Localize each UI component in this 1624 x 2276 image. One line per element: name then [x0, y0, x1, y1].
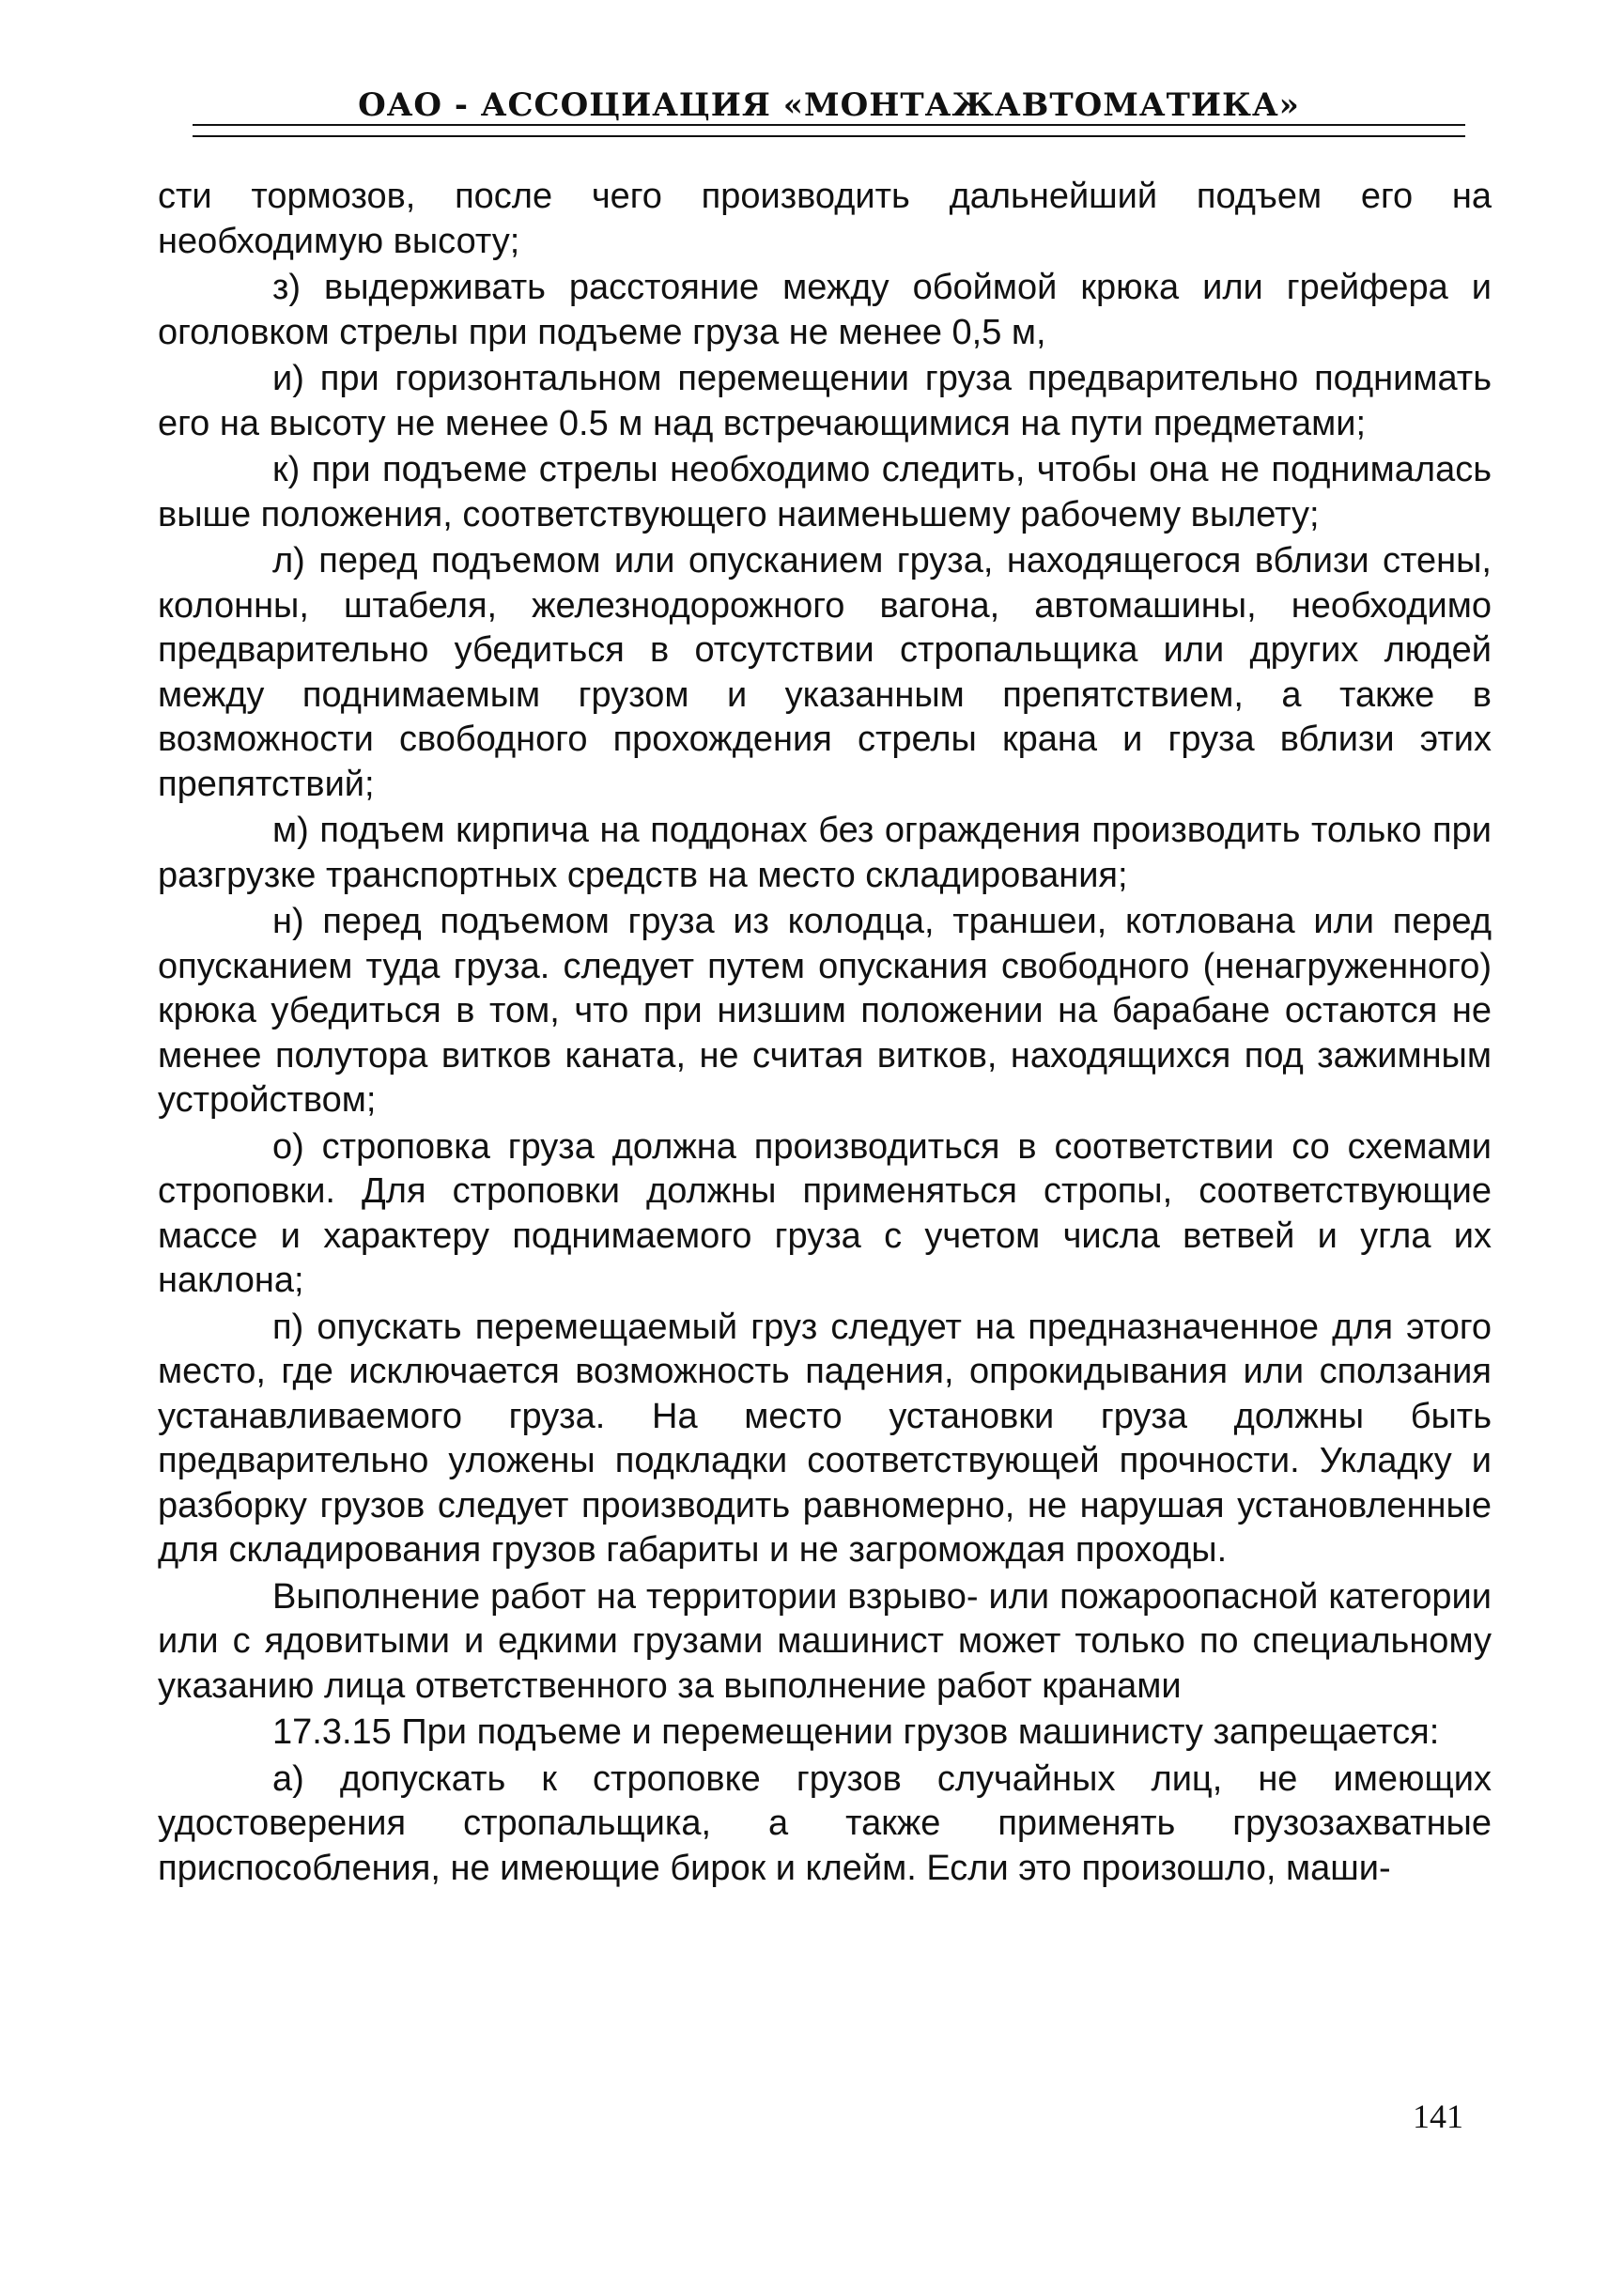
- paragraph-hazard-note: Выполнение работ на территории взрыво- или пожароопасной категории или с ядовитыми и едкими грузами машинист может только по специальному указанию лица ответственного за выполнение работ кранами: [158, 1576, 1492, 1706]
- header-rule-top: [193, 124, 1465, 126]
- paragraph-item-p: п) опускать перемещаемый груз следует на предназначенное для этого место, где исключается возможность падения, опрокидывания или сползания устанавливаемого груза. На место установки груза должны быть предварительно уложены подкладки соответствующей прочности. Укладку и разборку грузов следует производить равномерно, не нарушая установленные для складирования грузов габариты и не загромождая проходы.: [158, 1307, 1492, 1570]
- header-title-text: ОАО - АССОЦИАЦИЯ «МОНТАЖАВТОМАТИКА»: [348, 86, 1309, 124]
- page-header: [193, 86, 1465, 147]
- paragraph-item-i: и) при горизонтальном перемещении груза предварительно поднимать его на высоту не менее 0.5 м над встречающимися на пути предметами;: [158, 359, 1492, 443]
- header-title: [193, 86, 1465, 124]
- body-text: [158, 175, 1492, 1893]
- paragraph-section-17-3-15: 17.3.15 При подъеме и перемещении грузов машинисту запрещается:: [272, 1712, 1440, 1752]
- paragraph-item-m: м) подъем кирпича на поддонах без ограждения производить только при разгрузке транспортных средств на место складирования;: [158, 811, 1492, 895]
- paragraph-item-a: а) допускать к строповке грузов случайных лиц, не имеющих удостоверения стропальщика, а также применять грузозахватные приспособления, не имеющие бирок и клейм. Если это произошло, маши-: [158, 1758, 1492, 1888]
- paragraph-item-l: л) перед подъемом или опусканием груза, находящегося вблизи стены, колонны, штабеля, железнодорожного вагона, автомашины, необходимо предварительно убедиться в отсутствии стропальщика или других людей между поднимаемым грузом и указанным препятствием, а также в возможности свободного прохождения стрелы крана и груза вблизи этих препятствий;: [158, 541, 1492, 804]
- paragraph-item-n: н) перед подъемом груза из колодца, траншеи, котлована или перед опусканием туда груза. следует путем опускания свободного (ненагруженного) крюка убедиться в том, что при низшим положении на барабане остаются не менее полутора витков каната, не считая витков, находящихся под зажимным устройством;: [158, 902, 1492, 1120]
- paragraph-continuation: сти тормозов, после чего производить дальнейший подъем его на необходимую высоту;: [158, 177, 1492, 261]
- paragraph-item-z: з) выдерживать расстояние между обоймой крюка или грейфера и оголовком стрелы при подъеме груза не менее 0,5 м,: [158, 268, 1492, 352]
- paragraph-item-k: к) при подъеме стрелы необходимо следить, чтобы она не поднималась выше положения, соответствующего наименьшему рабочему вылету;: [158, 450, 1492, 534]
- page-number: 141: [1413, 2098, 1463, 2135]
- header-rule-bottom: [193, 135, 1465, 137]
- paragraph-item-o: о) строповка груза должна производиться в соответствии со схемами строповки. Для строповки должны применяться стропы, соответствующие массе и характеру поднимаемого груза с учетом числа ветвей и угла их наклона;: [158, 1126, 1492, 1300]
